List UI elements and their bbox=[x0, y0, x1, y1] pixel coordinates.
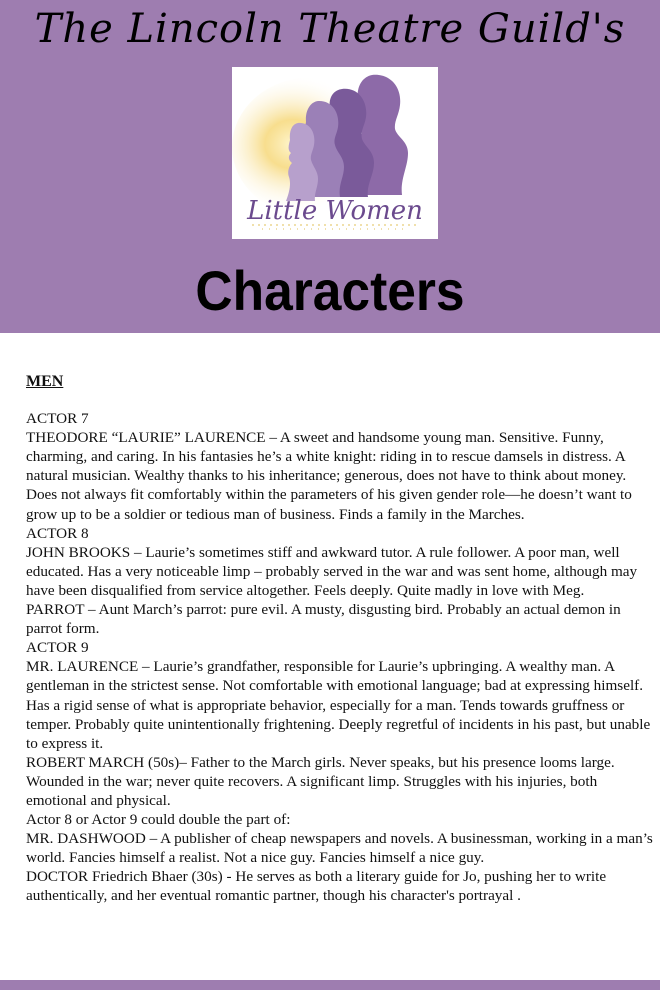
characters-heading: Characters bbox=[195, 259, 465, 322]
section-heading-men: MEN bbox=[26, 373, 64, 390]
doc-line: MR. DASHWOOD – A publisher of cheap newspapers and novels. A businessman, working in a man’s world. Fancies himself a realist. Not a nice guy. Fancies himself a nice guy. bbox=[26, 830, 653, 867]
silhouettes-illustration bbox=[232, 67, 438, 239]
little-women-logo bbox=[232, 67, 438, 239]
doc-line: DOCTOR Friedrich Bhaer (30s) - He serves as both a literary guide for Jo, pushing her to write authentically, and her eventual romantic partner, though his character's portrayal . bbox=[26, 868, 607, 905]
doc-line: ACTOR 7 bbox=[26, 410, 89, 428]
doc-line: Actor 8 or Actor 9 could double the part of: bbox=[26, 811, 291, 829]
doc-line: JOHN BROOKS – Laurie’s sometimes stiff and awkward tutor. A rule follower. A poor man, well educated. Has a very noticeable limp – probably served in the war and was sent home, although may have been disqualified from service altogether. Feels deeply. Quite madly in love with Meg. bbox=[26, 543, 638, 599]
character-document bbox=[26, 372, 656, 906]
logo-text: Little Women bbox=[247, 196, 423, 226]
guild-title: The Lincoln Theatre Guild's bbox=[34, 6, 626, 52]
doc-line: ACTOR 9 bbox=[26, 639, 89, 657]
doc-line: PARROT – Aunt March’s parrot: pure evil. A musty, disgusting bird. Probably an actual demon in parrot form. bbox=[26, 601, 621, 638]
doc-line: ROBERT MARCH (50s)– Father to the March girls. Never speaks, but his presence looms large. Wounded in the war; never quite recovers. A significant limp. Struggles with his injuries, both emotional and physical. bbox=[26, 753, 615, 809]
footer-bar bbox=[0, 980, 660, 990]
doc-line: MR. LAURENCE – Laurie’s grandfather, responsible for Laurie’s upbringing. A wealthy man. A gentleman in the strictest sense. Not comfortable with emotional language; bad at expressing himself. Has a rigid sense of what is appropriate behavior, especially for a man. Tends towards gruffness or temper. Probably quite unintentionally frightening. Deeply regretful of incidents in his past, but unable to express it. bbox=[26, 658, 651, 752]
header-banner bbox=[0, 0, 660, 333]
doc-line: THEODORE “LAURIE” LAURENCE – A sweet and handsome young man. Sensitive. Funny, charming, and caring. In his fantasies he’s a white knight: riding in to rescue damsels in distress. A natural musician. Wealthy thanks to his inheritance; generous, does not have to think about money. Does not always fit comfortably within the parameters of his given gender role—he doesn’t want to grow up to be a soldier or tedious man of business. Finds a family in the Marches. bbox=[26, 429, 632, 523]
doc-line: ACTOR 8 bbox=[26, 524, 89, 542]
